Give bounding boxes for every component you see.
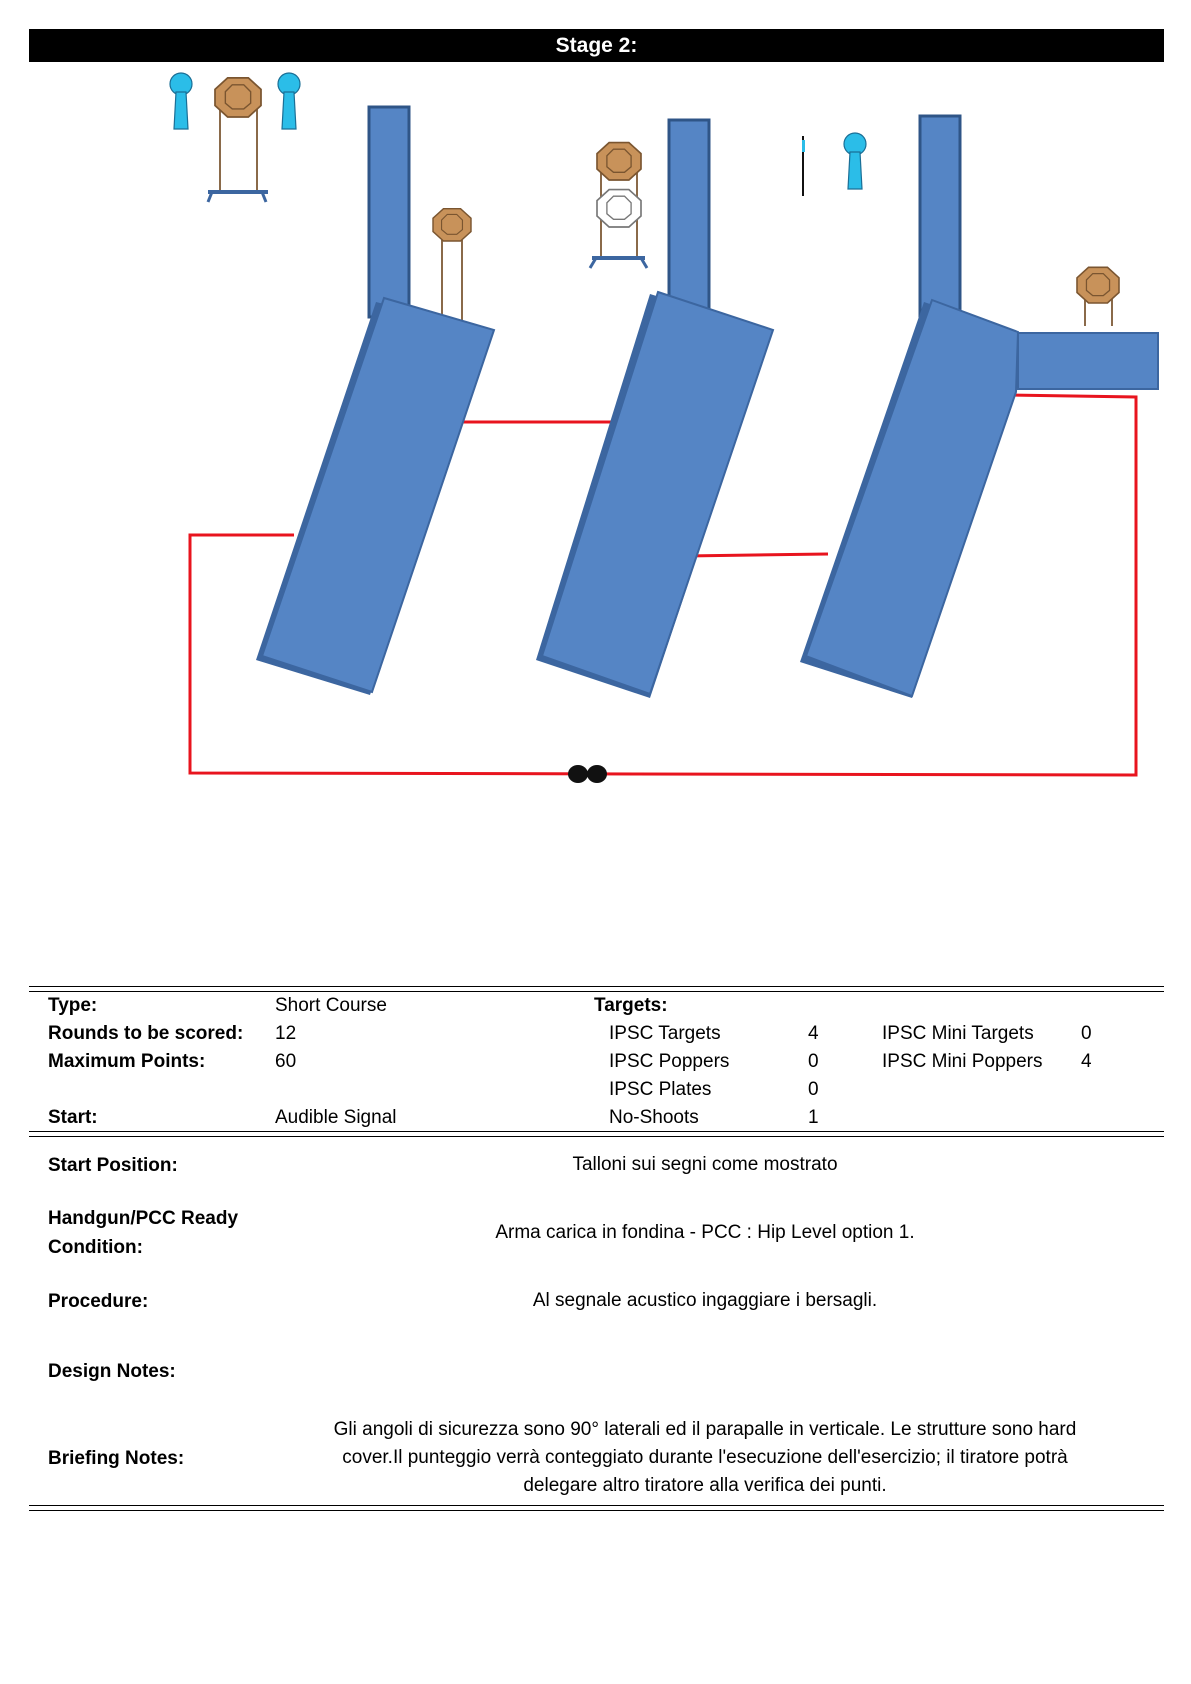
- mini-poppers-label: IPSC Mini Poppers: [882, 1051, 1043, 1072]
- ipsc-targets-value: 4: [808, 1023, 819, 1044]
- target-cluster-left: [170, 73, 300, 202]
- ready-condition-label-1: Handgun/PCC Ready: [48, 1208, 239, 1229]
- mini-targets-label: IPSC Mini Targets: [882, 1023, 1034, 1044]
- no-shoots-label: No-Shoots: [609, 1107, 699, 1128]
- start-label: Start:: [48, 1107, 98, 1128]
- wall-right-front: [800, 300, 1018, 698]
- target-cluster-middle: [590, 143, 647, 268]
- briefing-notes-line-3: delegare altro tiratore alla verifica dei punti.: [523, 1475, 887, 1496]
- wall-mid-front: [536, 292, 773, 698]
- briefing-notes-line-2: cover.Il punteggio verrà conteggiato durante l'esecuzione dell'esercizio; il tiratore potrà: [342, 1447, 1068, 1468]
- mini-poppers-value: 4: [1081, 1051, 1092, 1072]
- summary-bottom-rule-2: [29, 1136, 1164, 1137]
- summary-bottom-rule: [29, 1131, 1164, 1132]
- mini-poppers-right: [802, 133, 866, 196]
- no-shoots-value: 1: [808, 1107, 819, 1128]
- start-value: Audible Signal: [275, 1107, 397, 1128]
- points-value: 60: [275, 1051, 297, 1072]
- procedure-label: Procedure:: [48, 1291, 149, 1312]
- targets-label: Targets:: [594, 995, 668, 1016]
- wall-right-back: [920, 116, 960, 316]
- type-value: Short Course: [275, 995, 387, 1016]
- ipsc-poppers-label: IPSC Poppers: [609, 1051, 730, 1072]
- briefing-notes-label: Briefing Notes:: [48, 1448, 185, 1469]
- stage-diagram: [0, 62, 1191, 822]
- ipsc-plates-value: 0: [808, 1079, 819, 1100]
- ipsc-targets-label: IPSC Targets: [609, 1023, 721, 1044]
- mini-targets-value: 0: [1081, 1023, 1092, 1044]
- target-right: [1077, 267, 1119, 326]
- design-notes-label: Design Notes:: [48, 1361, 176, 1382]
- start-position-value: Talloni sui segni come mostrato: [572, 1154, 838, 1175]
- ipsc-plates-label: IPSC Plates: [609, 1079, 712, 1100]
- wall-mid-back: [669, 120, 709, 315]
- procedure-value: Al segnale acustico ingaggiare i bersagli.: [532, 1290, 878, 1311]
- details-bottom-rule: [29, 1505, 1164, 1506]
- ready-condition-label-2: Condition:: [48, 1237, 143, 1258]
- details-bottom-rule-2: [29, 1510, 1164, 1511]
- type-label: Type:: [48, 995, 98, 1016]
- stage-title: Stage 2:: [29, 29, 1164, 62]
- briefing-notes-line-1: Gli angoli di sicurezza sono 90° laterali ed il parapalle in verticale. Le strutture sono hard: [333, 1419, 1077, 1440]
- summary-top-rule: [29, 986, 1164, 987]
- wall-left-back: [369, 107, 409, 317]
- ipsc-poppers-value: 0: [808, 1051, 819, 1072]
- start-position-label: Start Position:: [48, 1155, 178, 1176]
- target-left-wall: [433, 209, 471, 322]
- rounds-label: Rounds to be scored:: [48, 1023, 244, 1044]
- summary-top-rule-2: [29, 991, 1164, 992]
- start-position-marks: [568, 765, 607, 783]
- wall-left-front: [256, 298, 494, 695]
- rounds-value: 12: [275, 1023, 297, 1044]
- barricade-right: [1018, 332, 1158, 389]
- ready-condition-value: Arma carica in fondina - PCC : Hip Level option 1.: [495, 1222, 915, 1243]
- points-label: Maximum Points:: [48, 1051, 206, 1072]
